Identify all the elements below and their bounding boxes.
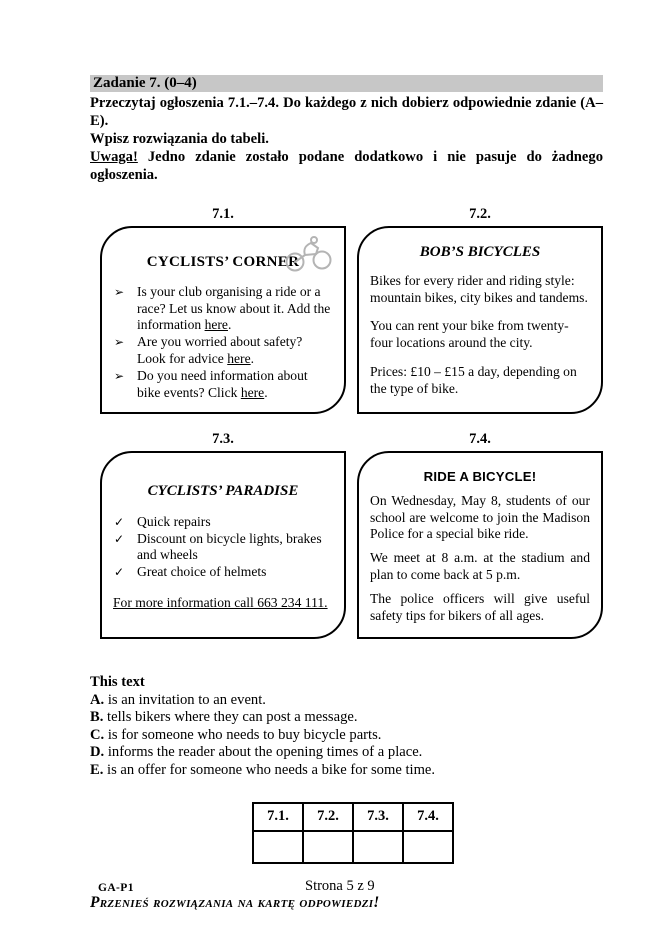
advert-box-7-3 [100, 451, 346, 639]
transfer-note: Przenieś rozwiązania na kartę odpowiedzi! [90, 893, 380, 911]
answer-header-cell: 7.1. [253, 803, 303, 831]
list-item [113, 514, 333, 531]
bullet-segment: Are you worried about safety? Look for advice [137, 334, 303, 366]
check-bullet-icon: ✓ [114, 565, 125, 580]
arrow-bullet-icon: ➢ [114, 335, 125, 350]
instruction-line-2: Wpisz rozwiązania do tabeli. [90, 131, 269, 147]
check-bullet-icon: ✓ [114, 531, 125, 546]
advert-paragraph: On Wednesday, May 8, students of our school are welcome to join the Madison Police for a special bike ride. [370, 492, 590, 542]
page-number: Strona 5 z 9 [305, 878, 375, 894]
advert-cell-7-3 [100, 431, 346, 639]
option-text: informs the reader about the opening times of a place. [107, 744, 423, 761]
option-a [90, 692, 603, 710]
bullet-text [137, 284, 333, 334]
options-heading: This text [90, 674, 145, 690]
answer-cell-7-4[interactable] [403, 831, 453, 863]
instruction-warning [90, 148, 603, 184]
option-d [90, 744, 603, 762]
answer-table-input-row [253, 831, 453, 863]
advert-box-7-2 [357, 226, 603, 414]
advert-paragraph: You can rent your bike from twenty-four locations around the city. [370, 318, 569, 351]
bullet-segment: . [227, 317, 232, 333]
advert-paragraph: Prices: £10 – £15 a day, depending on the type of bike. [370, 363, 577, 396]
bullet-text: Discount on bicycle lights, brakes and wheels [137, 530, 322, 563]
advert-paragraph: The police officers will give useful safety tips for bikers of all ages. [370, 590, 590, 623]
bullet-segment: Is your club organising a ride or a race? Let us know about it. Add the information [137, 283, 331, 333]
here-link: here [227, 350, 251, 366]
phone-info-line: For more information call 663 234 111. [113, 594, 328, 610]
task-instructions [90, 94, 603, 184]
answer-table [252, 802, 454, 864]
task-content [90, 75, 603, 912]
advert-bullet-list [113, 514, 333, 581]
task-header: Zadanie 7. (0–4) [90, 75, 603, 92]
list-item [113, 564, 333, 581]
advert-cell-7-2 [357, 206, 603, 414]
advert-number-7-4: 7.4. [469, 431, 491, 447]
advert-number-7-3: 7.3. [212, 431, 234, 447]
warning-text: Jedno zdanie zostało podane dodatkowo i nie pasuje do żadnego ogłoszenia. [90, 149, 603, 183]
list-item [113, 531, 333, 565]
answer-cell-7-2[interactable] [303, 831, 353, 863]
advert-title: BOB’S BICYCLES [419, 244, 541, 260]
arrow-bullet-icon: ➢ [114, 284, 125, 299]
option-text: tells bikers where they can post a message. [107, 709, 358, 726]
here-link: here [240, 384, 265, 400]
advert-paragraph: Bikes for every rider and riding style: mountain bikes, city bikes and tandems. [370, 272, 588, 305]
advert-paragraph: We meet at 8 a.m. at the stadium and plan to come back at 5 p.m. [370, 550, 590, 582]
option-c [90, 727, 603, 745]
list-item [113, 284, 333, 334]
arrow-bullet-icon: ➢ [114, 368, 125, 383]
warning-label: Uwaga! [90, 149, 138, 165]
bullet-text [137, 334, 333, 368]
advert-cell-7-4 [357, 431, 603, 639]
advert-cell-7-1 [100, 206, 346, 414]
advert-box-7-1 [100, 226, 346, 414]
cyclist-icon [283, 235, 335, 273]
bullet-segment: . [250, 350, 255, 366]
list-item [113, 368, 333, 402]
option-letter: A. [90, 691, 105, 708]
bullet-segment: Do you need information about bike events? Click [137, 367, 308, 400]
option-letter: C. [90, 726, 105, 743]
list-item [113, 334, 333, 368]
advert-title: CYCLISTS’ CORNER [146, 254, 300, 270]
advert-number-7-2: 7.2. [469, 206, 491, 222]
advert-grid [90, 206, 603, 639]
answer-header-cell: 7.2. [303, 803, 353, 831]
option-e [90, 762, 603, 780]
bullet-segment: . [264, 384, 268, 400]
advert-box-7-4 [357, 451, 603, 639]
advert-title: CYCLISTS’ PARADISE [147, 483, 299, 499]
answer-options [90, 674, 603, 780]
check-bullet-icon: ✓ [114, 514, 125, 529]
advert-bullet-list [113, 284, 333, 402]
option-letter: D. [90, 744, 105, 761]
option-b [90, 709, 603, 727]
advert-number-7-1: 7.1. [212, 206, 234, 222]
answer-table-header-row [253, 803, 453, 831]
option-text: is an offer for someone who needs a bike for some time. [107, 761, 436, 778]
answer-cell-7-1[interactable] [253, 831, 303, 863]
advert-title: RIDE A BICYCLE! [423, 469, 537, 484]
bullet-text: Quick repairs [137, 513, 211, 529]
instruction-line-1: Przeczytaj ogłoszenia 7.1.–7.4. Do każdego z nich dobierz odpowiednie zdanie (A–E). [90, 95, 603, 129]
option-letter: E. [90, 761, 104, 778]
bullet-text: Great choice of helmets [137, 564, 267, 580]
answer-header-cell: 7.3. [353, 803, 403, 831]
answer-cell-7-3[interactable] [353, 831, 403, 863]
exam-code: GA-P1 [98, 882, 134, 894]
bullet-text [137, 368, 333, 402]
answer-header-cell: 7.4. [403, 803, 453, 831]
option-text: is for someone who needs to buy bicycle parts. [107, 726, 382, 743]
option-letter: B. [90, 709, 104, 726]
here-link: here [204, 317, 228, 333]
option-text: is an invitation to an event. [107, 691, 266, 708]
